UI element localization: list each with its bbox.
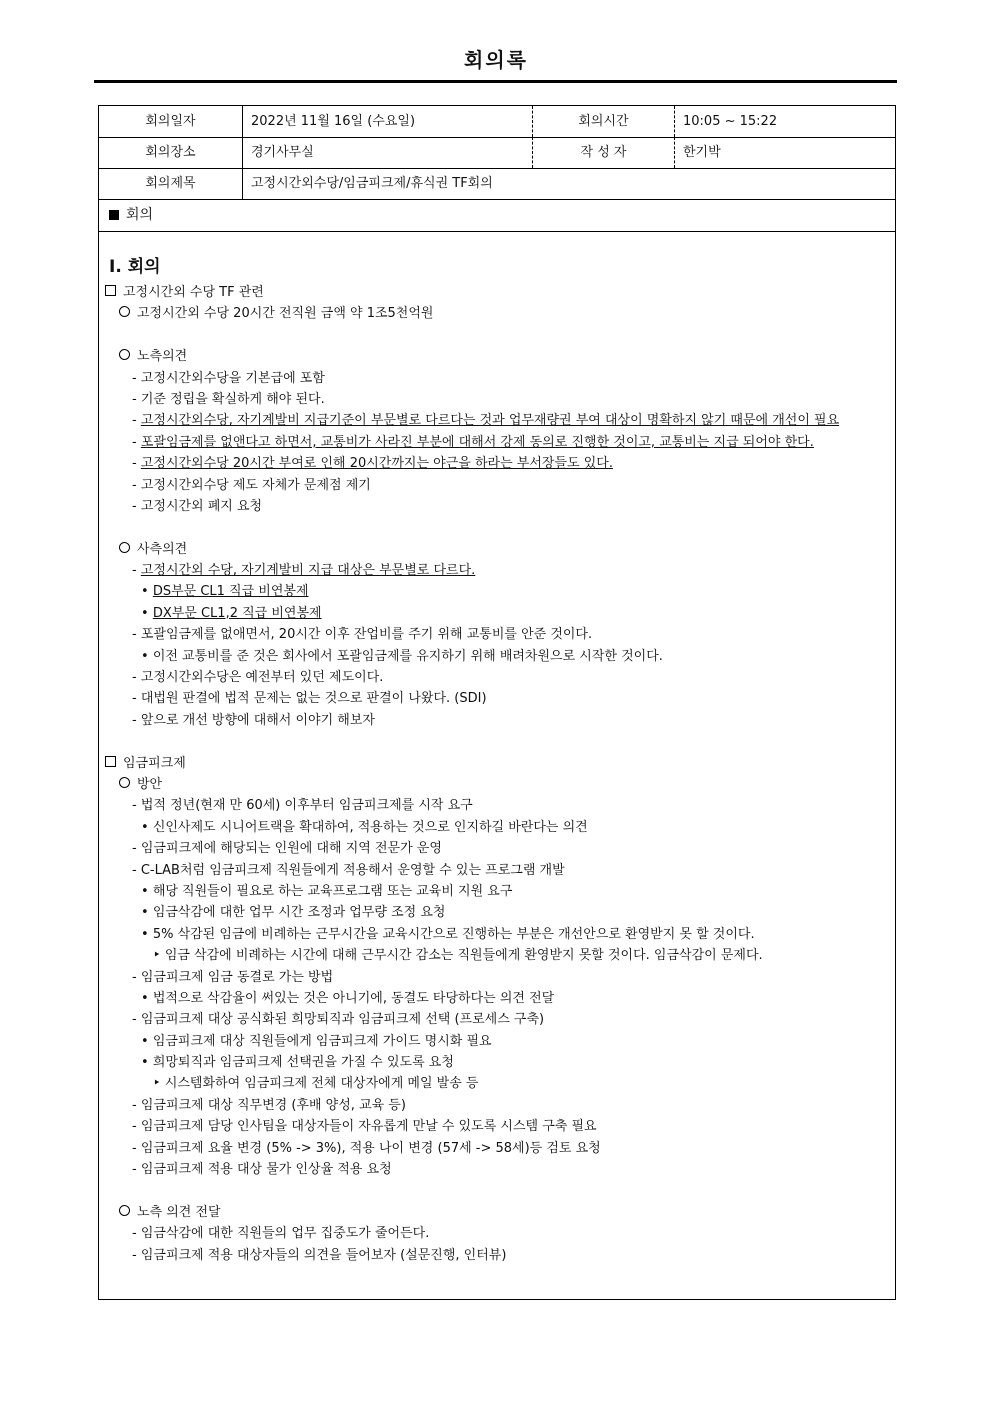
- list-marker: -: [132, 413, 141, 429]
- meta-row-place: [99, 137, 895, 169]
- subsection-heading: [105, 774, 895, 795]
- list-marker: -: [132, 969, 141, 985]
- place-value: 경기사무실: [243, 137, 533, 168]
- list-item: [105, 581, 895, 602]
- minutes-content: [105, 254, 895, 1266]
- line-text: 임금 삭감에 비례하는 시간에 대해 근무시간 감소는 직원들에게 환영받지 못할 것이다. 임금삭감이 문제다.: [164, 948, 763, 964]
- list-marker: •: [141, 990, 153, 1006]
- line-text: 해당 직원들이 필요로 하는 교육프로그램 또는 교육비 지원 요구: [152, 883, 513, 899]
- time-value: 10:05 ~ 15:22: [683, 114, 778, 129]
- list-item: [105, 945, 895, 966]
- list-item: [105, 1031, 895, 1052]
- line-text: 대법원 판결에 법적 문제는 없는 것으로 판결이 나왔다. (SDI): [140, 691, 487, 707]
- line-text: C-LAB처럼 임금피크제 직원들에게 적용해서 운영할 수 있는 프로그램 개발: [140, 862, 565, 878]
- line-text: 임금피크제 요율 변경 (5% -> 3%), 적용 나이 변경 (57세 -> 58세)등 검토 요청: [140, 1140, 601, 1156]
- list-marker: -: [132, 1097, 141, 1113]
- empty-square-icon: [105, 285, 116, 296]
- list-item: [105, 410, 895, 431]
- list-marker: -: [132, 691, 141, 707]
- list-marker: -: [132, 391, 141, 407]
- list-marker: •: [141, 584, 153, 600]
- line-text: 고정시간외수당을 기본급에 포함: [140, 370, 325, 386]
- list-item: [105, 389, 895, 410]
- list-item: [105, 860, 895, 881]
- author-label: 작 성 자: [533, 137, 675, 168]
- list-marker: -: [132, 1226, 141, 1242]
- list-marker: ‣: [153, 948, 165, 964]
- line-text: 임금피크제 담당 인사팀을 대상자들이 자유롭게 만날 수 있도록 시스템 구축 필요: [140, 1119, 597, 1135]
- list-item: [105, 924, 895, 945]
- line-text: 5% 삭감된 임금에 비례하는 근무시간을 교육시간으로 진행하는 부분은 개선안으로 환영받지 못 할 것이다.: [152, 926, 755, 942]
- list-marker: -: [132, 712, 141, 728]
- list-marker: -: [132, 841, 141, 857]
- circle-bullet-icon: [119, 1205, 130, 1216]
- list-item: [105, 710, 895, 731]
- title-rule: [94, 80, 897, 83]
- date-label: 회의일자: [99, 106, 243, 137]
- list-marker: -: [132, 1012, 141, 1028]
- list-item: [105, 967, 895, 988]
- line-text: 희망퇴직과 임금피크제 선택권을 가질 수 있도록 요청: [152, 1055, 454, 1071]
- list-item: [105, 475, 895, 496]
- list-marker: -: [132, 862, 141, 878]
- line-text: 임금삭감에 대한 업무 시간 조정과 업무량 조정 요청: [152, 905, 446, 921]
- list-item: [105, 560, 895, 581]
- list-marker: -: [132, 798, 141, 814]
- list-marker: -: [132, 670, 141, 686]
- list-item: [105, 1159, 895, 1180]
- blank-line: [105, 1180, 895, 1201]
- list-item: [105, 688, 895, 709]
- document-title: 회의록: [464, 48, 528, 72]
- list-item: [105, 795, 895, 816]
- line-text: 고정시간외 수당 TF 관련: [123, 285, 264, 300]
- list-item: [105, 453, 895, 474]
- time-label: 회의시간: [533, 106, 675, 137]
- minutes-frame: [98, 105, 896, 1300]
- list-item: [105, 1116, 895, 1137]
- line-text: 노측 의견 전달: [137, 1204, 221, 1220]
- section-heading: [105, 282, 895, 303]
- line-text: 포괄임금제를 없애면서, 20시간 이후 잔업비를 주기 위해 교통비를 안준 것이다.: [140, 627, 593, 643]
- list-marker: -: [132, 370, 141, 386]
- list-marker: -: [132, 456, 141, 472]
- subject-label: 회의제목: [99, 168, 243, 199]
- blank-line: [105, 731, 895, 752]
- circle-bullet-icon: [119, 542, 130, 553]
- list-marker: -: [132, 627, 141, 643]
- subsection-heading: [105, 1202, 895, 1223]
- list-item: [105, 646, 895, 667]
- section-header-label: 회의: [126, 207, 154, 223]
- line-text: 임금피크제에 해당되는 인원에 대해 지역 전문가 운영: [140, 841, 442, 857]
- line-text: 사측의견: [137, 541, 188, 557]
- list-item: [105, 1052, 895, 1073]
- filled-square-icon: [109, 210, 119, 220]
- list-marker: •: [141, 905, 153, 921]
- list-marker: -: [132, 1140, 141, 1156]
- part-title: Ⅰ. 회의: [109, 257, 161, 277]
- line-text: 고정시간외수당, 자기계발비 지급기준이 부문별로 다르다는 것과 업무재량권 부여 대상이 명확하지 않기 때문에 개선이 필요: [140, 413, 840, 429]
- list-marker: -: [132, 563, 141, 579]
- section-heading: [105, 753, 895, 774]
- list-marker: -: [132, 1162, 141, 1178]
- line-text: 고정시간외 수당 20시간 전직원 금액 약 1조5천억원: [137, 306, 434, 322]
- list-marker: •: [141, 883, 153, 899]
- list-item: [105, 902, 895, 923]
- subsection-heading: [105, 303, 895, 324]
- line-text: 고정시간외수당은 예전부터 있던 제도이다.: [140, 670, 384, 686]
- line-text: 앞으로 개선 방향에 대해서 이야기 해보자: [140, 712, 375, 728]
- list-item: [105, 603, 895, 624]
- section-header: [99, 199, 895, 232]
- list-item: [105, 1095, 895, 1116]
- line-text: 고정시간외수당 제도 자체가 문제점 제기: [140, 477, 371, 493]
- list-marker: -: [132, 434, 141, 450]
- circle-bullet-icon: [119, 777, 130, 788]
- line-text: 신인사제도 시니어트랙을 확대하여, 적용하는 것으로 인지하길 바란다는 의견: [152, 819, 588, 835]
- line-text: 고정시간외 폐지 요청: [140, 498, 263, 514]
- line-text: 포괄임금제를 없앤다고 하면서, 교통비가 사라진 부분에 대해서 강제 동의로 진행한 것이고, 교통비는 지급 되어야 한다.: [140, 434, 814, 450]
- line-text: 임금피크제 대상 직원들에게 임금피크제 가이드 명시화 필요: [152, 1033, 492, 1049]
- list-marker: •: [141, 1033, 153, 1049]
- line-text: 고정시간외 수당, 자기계발비 지급 대상은 부문별로 다르다.: [140, 563, 476, 579]
- list-item: [105, 1138, 895, 1159]
- date-value: 2022년 11월 16일 (수요일): [243, 106, 533, 137]
- subsection-heading: [105, 539, 895, 560]
- subsection-heading: [105, 346, 895, 367]
- list-marker: -: [132, 498, 141, 514]
- circle-bullet-icon: [119, 306, 130, 317]
- line-text: 방안: [137, 776, 163, 792]
- line-text: 임금피크제 임금 동결로 가는 방법: [140, 969, 334, 985]
- list-marker: •: [141, 926, 153, 942]
- place-label: 회의장소: [99, 137, 243, 168]
- list-item: [105, 988, 895, 1009]
- line-text: DX부문 CL1,2 직급 비연봉제: [152, 605, 322, 621]
- line-text: 임금피크제 대상 공식화된 희망퇴직과 임금피크제 선택 (프로세스 구축): [140, 1012, 545, 1028]
- meta-row-date: [99, 106, 895, 138]
- line-text: 시스템화하여 임금피크제 전체 대상자에게 메일 발송 등: [164, 1076, 479, 1092]
- list-item: [105, 496, 895, 517]
- list-marker: •: [141, 1055, 153, 1071]
- meta-row-subject: [99, 168, 895, 200]
- line-text: 노측의견: [137, 349, 188, 365]
- list-item: [105, 838, 895, 859]
- list-item: [105, 667, 895, 688]
- line-text: 이전 교통비를 준 것은 회사에서 포괄임금제를 유지하기 위해 배려차원으로 시작한 것이다.: [152, 648, 663, 664]
- list-item: [105, 1245, 895, 1266]
- list-marker: ‣: [153, 1076, 165, 1092]
- author-value: 한기박: [683, 145, 721, 160]
- empty-square-icon: [105, 756, 116, 767]
- list-item: [105, 624, 895, 645]
- line-text: 기준 정립을 확실하게 해야 된다.: [140, 391, 325, 407]
- subject-value: 고정시간외수당/임금피크제/휴식권 TF회의: [251, 176, 493, 191]
- circle-bullet-icon: [119, 349, 130, 360]
- line-text: 법적으로 삭감율이 써있는 것은 아니기에, 동결도 타당하다는 의견 전달: [152, 990, 555, 1006]
- line-text: 임금피크제: [123, 755, 186, 771]
- line-text: 고정시간외수당 20시간 부여로 인해 20시간까지는 야근을 하라는 부서장들도 있다.: [140, 456, 613, 472]
- blank-line: [105, 517, 895, 538]
- list-item: [105, 1223, 895, 1244]
- list-marker: -: [132, 1119, 141, 1135]
- list-item: [105, 1073, 895, 1094]
- list-marker: -: [132, 1247, 141, 1263]
- list-marker: •: [141, 819, 153, 835]
- list-item: [105, 817, 895, 838]
- list-marker: •: [141, 605, 153, 621]
- list-item: [105, 432, 895, 453]
- list-item: [105, 1009, 895, 1030]
- blank-line: [105, 325, 895, 346]
- line-text: 임금피크제 적용 대상 물가 인상율 적용 요청: [140, 1162, 392, 1178]
- line-text: DS부문 CL1 직급 비연봉제: [152, 584, 309, 600]
- line-text: 임금삭감에 대한 직원들의 업무 집중도가 줄어든다.: [140, 1226, 430, 1242]
- line-text: 법적 정년(현재 만 60세) 이후부터 임금피크제를 시작 요구: [140, 798, 473, 814]
- list-item: [105, 368, 895, 389]
- line-text: 임금피크제 대상 직무변경 (후배 양성, 교육 등): [140, 1097, 406, 1113]
- list-marker: -: [132, 477, 141, 493]
- list-item: [105, 881, 895, 902]
- line-text: 임금피크제 적용 대상자들의 의견을 들어보자 (설문진행, 인터뷰): [140, 1247, 507, 1263]
- list-marker: •: [141, 648, 153, 664]
